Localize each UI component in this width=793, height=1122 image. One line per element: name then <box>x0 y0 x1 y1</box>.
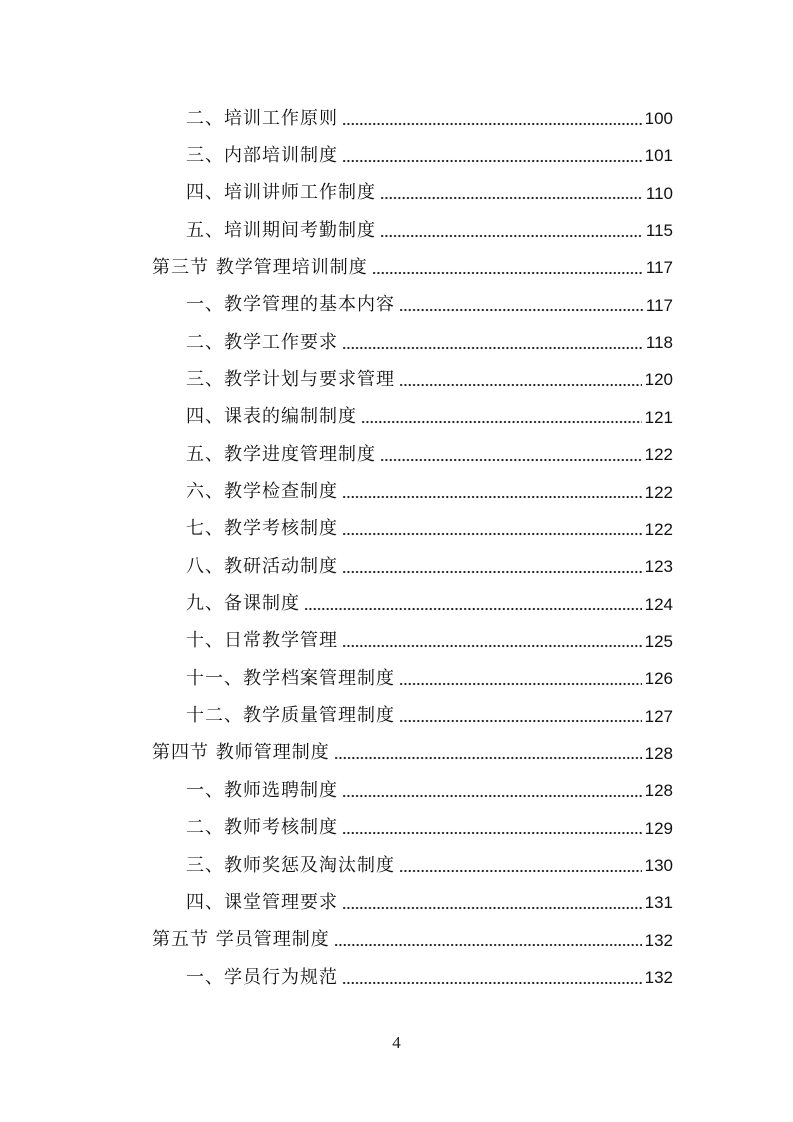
toc-entry-page-number: 128 <box>644 743 673 763</box>
toc-entry-title: 十一、教学档案管理制度 <box>186 667 395 689</box>
toc-entry-page-number: 130 <box>644 856 673 875</box>
toc-section-entry[interactable] <box>152 922 673 959</box>
toc-entry-page-number: 120 <box>644 370 673 390</box>
toc-entry-title: 一、教学管理的基本内容 <box>186 294 395 316</box>
toc-entry-page-number: 122 <box>644 482 673 502</box>
dot-leader <box>342 346 643 350</box>
dot-leader <box>380 196 643 200</box>
toc-entry[interactable] <box>186 586 673 623</box>
toc-entry[interactable] <box>186 660 673 697</box>
toc-entry-title: 一、教师选聘制度 <box>186 779 338 801</box>
toc-entry-page-number: 117 <box>645 295 673 315</box>
toc-entry[interactable] <box>186 399 673 436</box>
dot-leader <box>342 644 642 648</box>
toc-entry-title: 五、教学进度管理制度 <box>186 443 376 465</box>
toc-entry-title: 三、教学计划与要求管理 <box>186 368 395 390</box>
dot-leader <box>334 756 642 760</box>
toc-entry-title: 四、课堂管理要求 <box>186 891 338 913</box>
toc-entry-page-number: 110 <box>645 183 673 203</box>
toc-entry-page-number: 118 <box>645 333 673 353</box>
dot-leader <box>380 234 643 238</box>
toc-entry[interactable] <box>186 137 673 174</box>
dot-leader <box>342 495 642 499</box>
toc-entry[interactable] <box>186 100 673 137</box>
toc-entry-title: 十二、教学质量管理制度 <box>186 705 395 727</box>
dot-leader <box>342 570 642 574</box>
toc-entry-title: 二、教学工作要求 <box>186 331 338 353</box>
dot-leader <box>399 719 642 723</box>
toc-entry-title: 四、培训讲师工作制度 <box>186 182 376 204</box>
toc-entry-page-number: 100 <box>644 109 673 128</box>
toc-entry-title: 三、内部培训制度 <box>186 144 338 166</box>
toc-entry[interactable] <box>186 175 673 212</box>
dot-leader <box>342 159 642 163</box>
toc-entry-title: 九、备课制度 <box>186 593 300 615</box>
dot-leader <box>399 682 642 686</box>
dot-leader <box>342 794 642 798</box>
toc-entry[interactable] <box>186 698 673 735</box>
toc-entry-title: 七、教学考核制度 <box>186 518 338 540</box>
toc-entry[interactable] <box>186 810 673 847</box>
toc-entry-title: 六、教学检查制度 <box>186 481 338 502</box>
toc-entry-page-number: 123 <box>644 557 673 577</box>
toc-entry[interactable] <box>186 511 673 548</box>
toc-entry[interactable] <box>186 548 673 585</box>
toc-entry-page-number: 127 <box>644 706 673 726</box>
dot-leader <box>342 906 642 910</box>
toc-entry[interactable] <box>186 884 673 921</box>
toc-entry-page-number: 129 <box>644 818 673 838</box>
dot-leader <box>399 383 642 387</box>
toc-entry-title: 三、教师奖惩及淘汰制度 <box>186 854 395 876</box>
toc-entry-page-number: 122 <box>644 519 673 539</box>
toc-entry[interactable] <box>186 436 673 473</box>
toc-entry[interactable] <box>186 959 673 996</box>
dot-leader <box>342 122 642 126</box>
toc-entry-title: 二、培训工作原则 <box>186 107 338 129</box>
dot-leader <box>342 831 642 835</box>
toc-entry-title: 第五节 学员管理制度 <box>152 929 330 951</box>
toc-entry[interactable] <box>186 772 673 809</box>
toc-entry-title: 一、学员行为规范 <box>186 966 338 988</box>
toc-entry-page-number: 128 <box>644 781 673 801</box>
toc-entry[interactable] <box>186 212 673 249</box>
toc-entry-page-number: 115 <box>645 221 673 241</box>
dot-leader <box>361 420 642 424</box>
toc-entry-title: 八、教研活动制度 <box>186 555 338 577</box>
dot-leader <box>380 458 642 462</box>
toc-entry-title: 第三节 教学管理培训制度 <box>152 256 368 278</box>
dot-leader <box>372 271 643 275</box>
page-number: 4 <box>392 1033 401 1052</box>
dot-leader <box>304 607 642 611</box>
toc-entry-title: 四、课表的编制制度 <box>186 406 357 428</box>
toc-section-entry[interactable] <box>152 249 673 286</box>
toc-entry-title: 五、培训期间考勤制度 <box>186 219 376 241</box>
toc-entry-page-number: 122 <box>644 445 673 465</box>
dot-leader <box>399 308 643 312</box>
toc-entry-page-number: 124 <box>644 594 673 614</box>
toc-entry-page-number: 132 <box>644 930 673 950</box>
toc-entry[interactable] <box>186 287 673 324</box>
toc-entry-title: 二、教师考核制度 <box>186 817 338 839</box>
toc-entry-page-number: 117 <box>645 258 673 278</box>
toc-entry[interactable] <box>186 474 673 511</box>
toc-entry-title: 第四节 教师管理制度 <box>152 742 330 764</box>
toc-entry-title: 十、日常教学管理 <box>186 630 338 652</box>
dot-leader <box>334 943 642 947</box>
toc-entry[interactable] <box>186 324 673 361</box>
toc-entry-page-number: 121 <box>644 407 673 427</box>
toc-entry-page-number: 131 <box>644 893 673 913</box>
dot-leader <box>342 532 642 536</box>
toc-entry-page-number: 132 <box>644 968 673 988</box>
toc-entry-page-number: 125 <box>644 631 673 651</box>
toc-entry-page-number: 101 <box>644 146 673 166</box>
dot-leader <box>399 869 642 873</box>
toc-entry[interactable] <box>186 623 673 660</box>
toc-entry-page-number: 126 <box>644 669 673 689</box>
toc-section-entry[interactable] <box>152 735 673 772</box>
toc-entry[interactable] <box>186 847 673 884</box>
dot-leader <box>342 981 642 985</box>
toc-entry[interactable] <box>186 361 673 398</box>
